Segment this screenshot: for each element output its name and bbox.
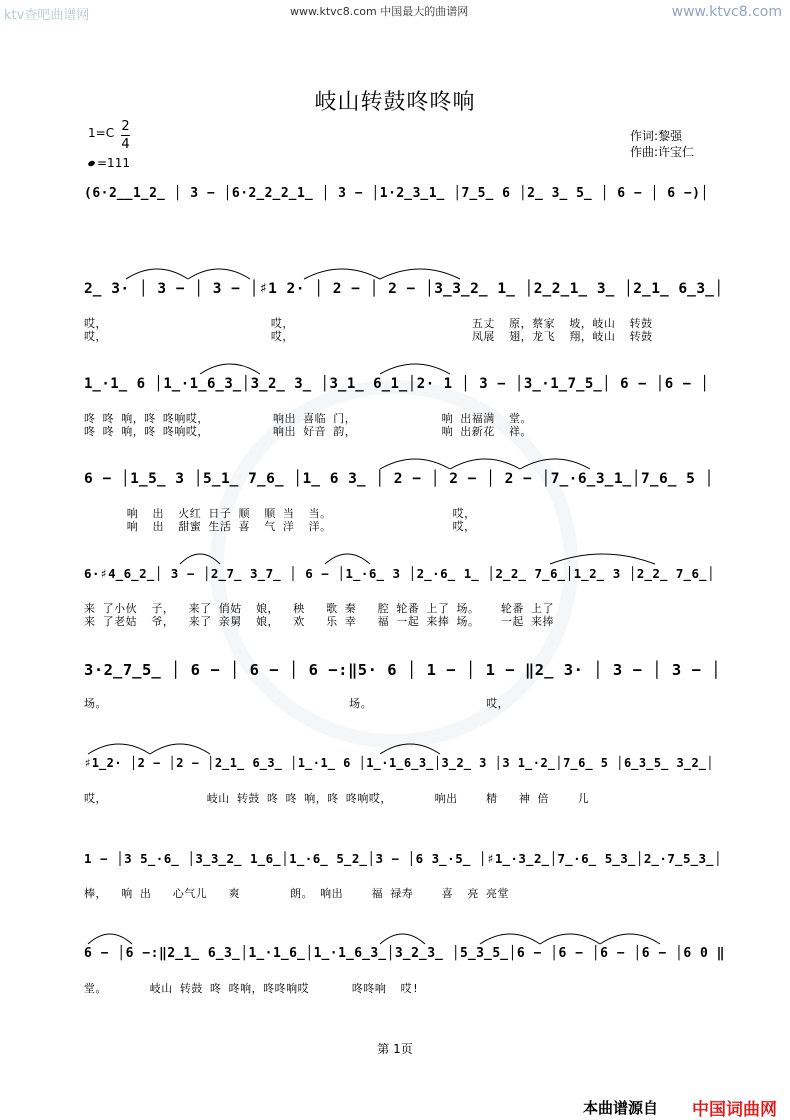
score-row [80,180,728,220]
tie-arc [380,934,425,944]
lyric-line: 响 出 甜蜜 生活 喜 气 洋 洋。 哎， [84,520,476,533]
tie-arc [540,934,600,944]
score-row [80,940,728,980]
tie-arc [126,269,188,279]
tie-arcs [80,540,728,568]
notation-line: 1̲·1̲ 6 │1̲·1̲6̲3̲│3̲2̲ 3̲ │3̲1̲ 6̲1̲│2· 1 │ 3 − │3̲·1̲7̲5̲│ 6 − │6 − │ [84,376,710,392]
score-row [80,465,728,505]
lyric-line: 棒， 响 出 心气儿 爽 朗。 响出 福 禄寿 喜 亮 亮堂 [84,887,510,900]
site-caption: www.ktvc8.com 中国最大的曲谱网 [290,5,469,18]
tie-arcs [80,160,728,188]
tie-arcs [80,255,728,283]
meter-bottom: 4 [121,137,130,152]
lyricist-credit: 作词:黎强 [630,129,683,143]
tie-arc [200,364,260,374]
tie-arc [520,459,590,469]
page-number: 第 1页 [377,1042,413,1056]
lyric-line: 响 出 火红 日子 顺 顺 当 当。 哎， [84,507,476,520]
notation-line: (6·2̲̲1̲2̲ │ 3 − │6·2̲2̲2̲1̲ │ 3 − │1·2̲3̲1̲ │7̲5̲ 6 │2̲ 3̲ 5̲ │ 6 − │ 6 −)│ [84,186,709,201]
tie-arc [180,554,220,564]
tie-arcs [80,350,728,378]
tie-arc [380,459,450,469]
tie-arc [600,934,660,944]
tie-arc [480,934,540,944]
score-row [80,750,728,790]
key-signature: 1=C [88,126,115,140]
meter-divider [121,135,130,136]
notation-line: 6 − │1̲5̲ 3 │5̲1̲ 7̲6̲ │1̲ 6 3̲ │ 2 − │ 2 − │ 2 − │7̲·6̲3̲1̲│7̲6̲ 5 │ [84,471,714,487]
tie-arc [380,744,440,754]
lyric-line: 咚 咚 响，咚 咚响哎， 响出 好音 韵， 响 出新花 祥。 [84,425,533,438]
score-row [80,370,728,410]
lyric-line: 哎， 哎， 凤展 翅，龙飞 翔，岐山 转鼓 [84,330,653,343]
meter-top: 2 [121,119,130,134]
tie-arcs [80,920,728,948]
brand-right: www.ktvc8.com [671,4,782,20]
score-row [80,845,728,885]
notation-line: 3·2̲7̲5̲ │ 6 − │ 6 − │ 6 −:‖5· 6 │ 1 − │ 1 − ‖2̲ 3· │ 3 − │ 3 − │ [84,661,722,679]
tie-arc [188,269,250,279]
tie-arc [380,269,460,279]
tie-arcs [80,445,728,473]
tie-arc [88,934,132,944]
lyric-line: 咚 咚 响，咚 咚响哎， 响出 喜临 门， 响 出福满 堂。 [84,412,533,425]
lyric-line: 哎， 岐山 转鼓 咚 咚 响，咚 咚响哎， 响出 精 神 倍 儿 [84,792,590,805]
lyric-line: 哎， 哎， 五丈 原，蔡家 坡，岐山 转鼓 [84,317,653,330]
score-row [80,560,728,600]
tie-arcs [80,635,728,663]
score-row [80,655,728,695]
notation-line: 6 − │6 −:‖2̲1̲ 6̲3̲│1̲·1̲6̲│1̲·1̲6̲3̲│3̲2̲3̲ │5̲3̲5̲│6 − │6 − │6 − │6 − │6 0 ‖ [84,946,725,961]
lyric-line: 场。 场。 哎， [84,697,510,710]
tie-arc [88,744,150,754]
time-signature [121,118,130,153]
tie-arc [550,554,655,564]
tempo-value: =111 [97,156,130,170]
score-row [80,275,728,315]
tie-arcs [80,730,728,758]
notation-line: ♯1̲2· │2 − │2 − │2̲1̲ 6̲3̲ │1̲·1̲ 6 │1̲·1̲6̲3̲│3̲2̲ 3 │3 1̲·2̲│7̲6̲ 5 │6̲3̲5̲ 3̲2̲│ [84,756,715,770]
tie-arc [150,744,210,754]
notation-line: 1 − │3 5̲·6̲ │3̲3̲2̲ 1̲6̲│1̲·6̲ 5̲2̲│3 − │6 3̲·5̲ │♯1̲·3̲2̲│7̲·6̲ 5̲3̲│2̲·7̲5̲3̲│ [84,851,723,866]
lyric-line: 来 了小伙 子， 来了 俏姑 娘， 秧 歌 秦 腔 轮番 上了 场。 轮番 上了 [84,602,554,615]
song-title: 岐山转鼓咚咚响 [314,90,476,115]
tie-arc [325,554,370,564]
source-label: 本曲谱源自 [583,1099,659,1117]
brand-left: ktv查吧曲谱网 [4,8,90,23]
tie-arc [450,459,520,469]
tie-arcs [80,825,728,853]
composer-credit: 作曲:许宝仁 [630,145,695,159]
tie-arc [380,364,450,374]
tie-arc [304,269,380,279]
notation-line: 2̲ 3· │ 3 − │ 3 − │♯1 2· │ 2 − │ 2 − │3̲3̲2̲ 1̲ │2̲2̲1̲ 3̲ │2̲1̲ 6̲3̲│ [84,281,724,297]
notation-line: 6·♯4̲6̲2̲│ 3 − │2̲7̲ 3̲7̲ │ 6 − │1̲·6̲ 3 │2̲·6̲ 1̲ │2̲2̲ 7̲6̲│1̲2̲ 3 │2̲2̲ 7̲6̲│ [84,566,716,581]
lyric-line: 堂。 岐山 转鼓 咚 咚响，咚咚响哎 咚咚响 哎! [84,982,420,995]
lyric-line: 来 了老姑 爷， 来了 亲舅 娘， 欢 乐 幸 福 一起 来捧 场。 一起 来捧 [84,615,554,628]
source-site: 中国词曲网 [692,1100,777,1120]
